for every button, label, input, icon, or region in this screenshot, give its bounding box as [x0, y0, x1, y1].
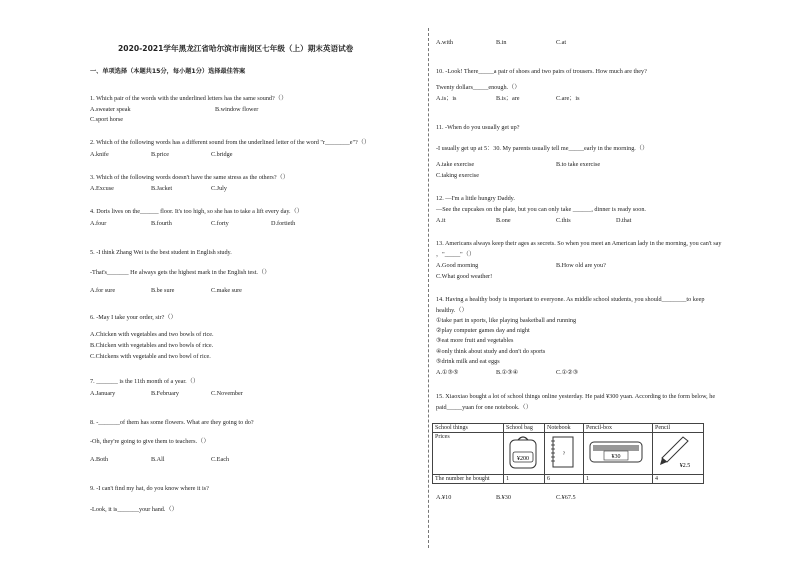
q5-stem: 5. -I think Zhang Wei is the best student in English study. [90, 249, 232, 256]
q3-option-b[interactable]: B.Jacket [151, 185, 173, 192]
q1-option-b[interactable]: B.window flower [215, 106, 259, 113]
q13-stem: 13. Americans always keep their ages as secrets. So when you meet an American lady in the morning, you can't say [436, 240, 722, 247]
q11-option-b[interactable]: B.to take exercise [556, 161, 601, 168]
q4-option-c[interactable]: C.forty [211, 220, 229, 227]
q5-stem-2: -That's_______ He always gets the highest mark in the English test.（） [90, 269, 271, 276]
q13-option-c[interactable]: C.What good weather! [436, 273, 493, 280]
q12-option-c[interactable]: C.this [556, 217, 571, 224]
school-bag-icon [506, 434, 540, 470]
q10-option-b[interactable]: B.is；are [496, 95, 520, 102]
q3-stem: 3. Which of the following words doesn't have the same stress as the others?（） [90, 174, 289, 181]
q12-option-a[interactable]: A.it [436, 217, 446, 224]
pencil-cell [653, 433, 704, 475]
q12-option-b[interactable]: B.one [496, 217, 511, 224]
q2-stem: 2. Which of the following words has a different sound from the underlined letter of the word "r________e"?（） [90, 139, 371, 146]
q13-option-b[interactable]: B.How old are you? [556, 262, 606, 269]
q7-option-b[interactable]: B.February [151, 390, 180, 397]
q7-option-a[interactable]: A.January [90, 390, 116, 397]
section-heading: 一、单项选择（本题共15分，每小题1分）选择最佳答案 [90, 68, 246, 75]
q7-stem: 7. _______ is the 11th month of a year.（） [90, 378, 200, 385]
count-pencil: 4 [653, 475, 704, 484]
q11-stem: 11. -When do you usually get up? [436, 124, 520, 131]
q14-item-5: ⑤drink milk and eat eggs [436, 358, 500, 365]
q5-option-c[interactable]: C.make sure [211, 287, 242, 294]
q8-option-c[interactable]: C.Each [211, 456, 230, 463]
q13-stem-2: ，"_____"（） [436, 251, 476, 258]
q4-option-d[interactable]: D.fortieth [271, 220, 296, 227]
notebook-icon [547, 434, 577, 470]
header-pencil: Pencil [653, 424, 704, 433]
count-notebook: 6 [545, 475, 584, 484]
q1-stem: 1. Which pair of the words with the underlined letters has the same sound?（） [90, 95, 288, 102]
q15-option-c[interactable]: C.¥67.5 [556, 494, 576, 501]
q1-option-c[interactable]: C.sport horse [90, 116, 123, 123]
q8-option-a[interactable]: A.Both [90, 456, 109, 463]
q11-option-a[interactable]: A.take exercise [436, 161, 475, 168]
q13-option-a[interactable]: A.Good morning [436, 262, 479, 269]
svg-text:?: ? [562, 452, 566, 457]
q14-stem: 14. Having a healthy body is important to everyone. As middle school students, you should________to keep [436, 296, 705, 303]
q14-item-3: ③eat more fruit and vegetables [436, 337, 514, 344]
q11-option-c[interactable]: C.taking exercise [436, 172, 479, 179]
header-notebook: Notebook [545, 424, 584, 433]
q9-stem-2: -Look, it is_______your hand.（） [90, 506, 178, 513]
q5-option-a[interactable]: A.for sure [90, 287, 116, 294]
q8-stem: 8. -_______of them has some flowers. What are they going to do? [90, 419, 254, 426]
q9-option-b[interactable]: B.in [496, 39, 507, 46]
q10-option-c[interactable]: C.are；is [556, 95, 580, 102]
q9-stem: 9. -I can't find my hat, do you know where it is? [90, 485, 209, 492]
q15-option-b[interactable]: B.¥30 [496, 494, 511, 501]
school-bag-price: ¥200 [517, 456, 529, 462]
q10-stem-2: Twenty dollars_____enough.（） [436, 84, 521, 91]
count-pencil-box: 1 [584, 475, 653, 484]
q14-item-2: ②play computer games day and night [436, 327, 530, 334]
column-divider [428, 28, 429, 548]
q1-option-a[interactable]: A.sweater speak [90, 106, 131, 113]
q8-option-b[interactable]: B.All [151, 456, 165, 463]
header-school-bag: School bag [504, 424, 545, 433]
q9-option-c[interactable]: C.at [556, 39, 567, 46]
q14-item-1: ①take part in sports, like playing basketball and running [436, 317, 577, 324]
pencil-box-icon [586, 434, 646, 470]
pencil-box-cell [584, 433, 653, 475]
q3-option-a[interactable]: A.Excuse [90, 185, 114, 192]
notebook-cell [545, 433, 584, 475]
school-bag-cell [504, 433, 545, 475]
q2-option-b[interactable]: B.price [151, 151, 170, 158]
q6-option-b[interactable]: B.Chicken with vegetables and two bowls of rice. [90, 342, 214, 349]
q12-stem: 12. —I'm a little hungry Daddy. [436, 195, 515, 202]
count-school-bag: 1 [504, 475, 545, 484]
q14-option-a[interactable]: A.①③⑤ [436, 369, 459, 376]
q3-option-c[interactable]: C.July [211, 185, 227, 192]
q5-option-b[interactable]: B.be sure [151, 287, 175, 294]
q7-option-c[interactable]: C.November [211, 390, 243, 397]
q2-option-a[interactable]: A.knife [90, 151, 109, 158]
q12-stem-2: —See the cupcakes on the plate, but you can only take ______, dinner is ready soon. [436, 206, 646, 213]
table-row [433, 475, 704, 484]
q15-stem: 15. Xiaoxiao bought a lot of school things online yesterday. He paid ¥300 yuan. According to the form below, he [436, 393, 716, 400]
q15-stem-2: paid_____yuan for one notebook.（） [436, 404, 532, 411]
table-row [433, 433, 704, 475]
q14-option-b[interactable]: B.①③④ [496, 369, 519, 376]
pencil-icon [655, 434, 697, 470]
exam-title: 2020-2021学年黑龙江省哈尔滨市南岗区七年级（上）期末英语试卷 [118, 44, 354, 53]
q4-option-b[interactable]: B.fourth [151, 220, 172, 227]
row-label-prices: Prices [433, 433, 504, 475]
row-label-count: The number he bought [433, 475, 504, 484]
header-school-things: School things [433, 424, 504, 433]
school-things-table [432, 423, 704, 484]
q6-option-c[interactable]: C.Chickens with vegetable and two bowl of rice. [90, 353, 211, 360]
q2-option-c[interactable]: C.bridge [211, 151, 233, 158]
q10-option-a[interactable]: A.is；is [436, 95, 457, 102]
q9-option-a[interactable]: A.with [436, 39, 454, 46]
q14-option-c[interactable]: C.①②③ [556, 369, 579, 376]
table-header-row [433, 424, 704, 433]
q14-stem-2: healthy.（） [436, 307, 468, 314]
q6-stem: 6. -May I take your order, sir?（） [90, 314, 177, 321]
q10-stem: 10. -Look! There_____a pair of shoes and two pairs of trousers. How much are they? [436, 68, 647, 75]
header-pencil-box: Pencil-box [584, 424, 653, 433]
pencil-box-price: ¥30 [611, 454, 621, 460]
q6-option-a[interactable]: A.Chicken with vegetables and two bowls of rice. [90, 331, 214, 338]
q14-item-4: ④only think about study and don't do sports [436, 348, 546, 355]
q4-option-a[interactable]: A.four [90, 220, 107, 227]
q12-option-d[interactable]: D.that [616, 217, 632, 224]
q11-stem-2: -I usually get up at 5：30. My parents usually tell me_____early in the morning.（） [436, 145, 649, 152]
q8-stem-2: -Oh, they're going to give them to teachers.（） [90, 438, 210, 445]
q15-option-a[interactable]: A.¥10 [436, 494, 452, 501]
pencil-price: ¥2.5 [679, 463, 691, 469]
q4-stem: 4. Doris lives on the______ floor. It's too high, so she has to take a lift every day.（） [90, 208, 303, 215]
